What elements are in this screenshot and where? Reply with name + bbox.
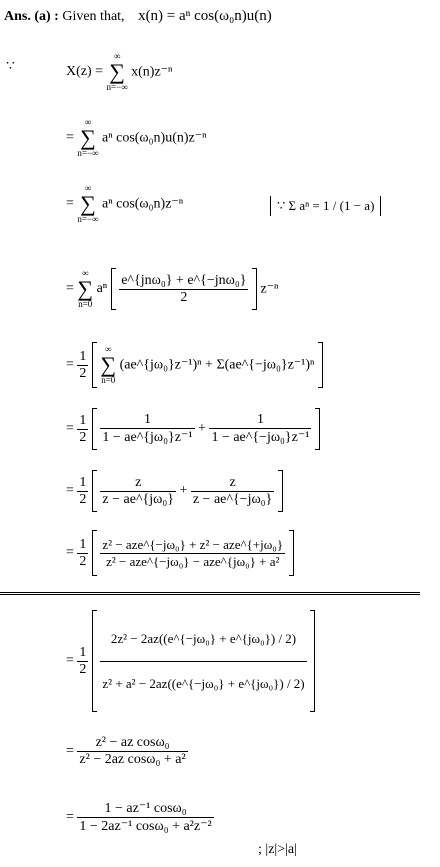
- sum-operator: ∞ ∑ n=−∞: [106, 51, 128, 92]
- eq-line-10: = $\frac{\text{z² − az cosω₀}}{\text{z² − 2az cosω₀ + a²}}$: [66, 735, 186, 767]
- xz-rhs: x(n)z⁻ⁿ: [131, 64, 173, 80]
- expr-2: aⁿ cos(ω₀n)u(n)z⁻ⁿ: [101, 130, 207, 146]
- geometric-series-note: [270, 196, 381, 216]
- sum-operator: ∞ ∑ n=0: [100, 344, 117, 385]
- note-text: ∵ Σ aⁿ = 1 / (1 − a): [277, 198, 375, 213]
- eq-line-4: = ∞ ∑ n=0 aⁿ $\frac{\text{e\textasciicircum{}\{jnω₀\} + e\textasciicircum{}\{−jnω₀\}}}{2}$ z⁻ⁿ: [66, 268, 279, 309]
- answer-label: Ans. (a) :: [4, 9, 59, 24]
- eq-line-2: = ∞ ∑ n=−∞ aⁿ cos(ω₀n)u(n)z⁻ⁿ: [66, 117, 207, 158]
- expr-3: aⁿ cos(ω₀n)z⁻ⁿ: [101, 196, 184, 212]
- eq-line-1: [66, 52, 172, 92]
- signal-definition: x(n) = aⁿ cos(ω₀n)u(n): [138, 8, 272, 24]
- eq-line-8: = $\frac{1}{2}$ $\frac{\text{z² − aze\textasciicircum{}\{−jω₀\} + z² − aze\textasciicircum{}\{+jω₀\}}}{\text{z² − aze\textasciicircum{}\{−jω₀\} − aze\textasciicircum{}\{jω₀\} + a²}}$: [66, 530, 294, 576]
- eq-line-3: = ∞ ∑ n=−∞ aⁿ cos(ω₀n)z⁻ⁿ: [66, 183, 184, 224]
- because-symbol: ∵: [6, 59, 15, 74]
- eq-line-7: = $\frac{1}{2}$ $\frac{z}{\text{z − ae\textasciicircum{}\{jω₀\}}}$ + $\frac{z}{\text{z − ae\textasciicircum{}\{−jω₀\}}}$: [66, 470, 283, 512]
- euler-fraction: $\frac{\text{e\textasciicircum{}\{jnω₀\} + e\textasciicircum{}\{−jnω₀\}}}{2}$: [121, 272, 247, 305]
- sum-operator: ∞ ∑ n=−∞: [77, 183, 99, 224]
- sum-operator: ∞ ∑ n=0: [77, 268, 94, 309]
- eq-line-6: = $\frac{1}{2}$ $\frac{1}{\text{1 − ae\textasciicircum{}\{jω₀\}z⁻¹}}$ + $\frac{1}{\text{1 − ae\textasciicircum{}\{−jω₀\}z⁻¹}}$: [66, 408, 320, 450]
- expr-5: (ae^{jω₀}z⁻¹)ⁿ + Σ(ae^{−jω₀}z⁻¹)ⁿ: [119, 357, 315, 373]
- answer-header: [4, 8, 272, 25]
- eq-line-9: = $\frac{1}{2}$ $\frac{\text{2z² − 2az((e\textasciicircum{}\{−jω₀\} + e\textasciicircum{}\{jω₀\}) / 2)}}{\text{z² + a² − 2az((e\textasciicircum{}\{−jω₀\} + e\textasciicircum{}\{jω₀\}) / 2)}}$: [66, 610, 315, 712]
- section-divider: [0, 592, 420, 595]
- given-text: Given that,: [62, 9, 125, 24]
- eq-line-11: = $\frac{\text{1 − az⁻¹ cosω₀}}{\text{1 − 2az⁻¹ cosω₀ + a²z⁻²}}$: [66, 801, 212, 834]
- xz-lhs: X(z) =: [66, 64, 104, 79]
- sum-operator: ∞ ∑ n=−∞: [77, 117, 99, 158]
- eq-line-5: = $\frac{1}{2}$ ∞ ∑ n=0 (ae^{jω₀}z⁻¹)ⁿ + Σ(ae^{−jω₀}z⁻¹)ⁿ: [66, 342, 323, 388]
- region-of-convergence: ; |z|>|a|: [258, 842, 297, 857]
